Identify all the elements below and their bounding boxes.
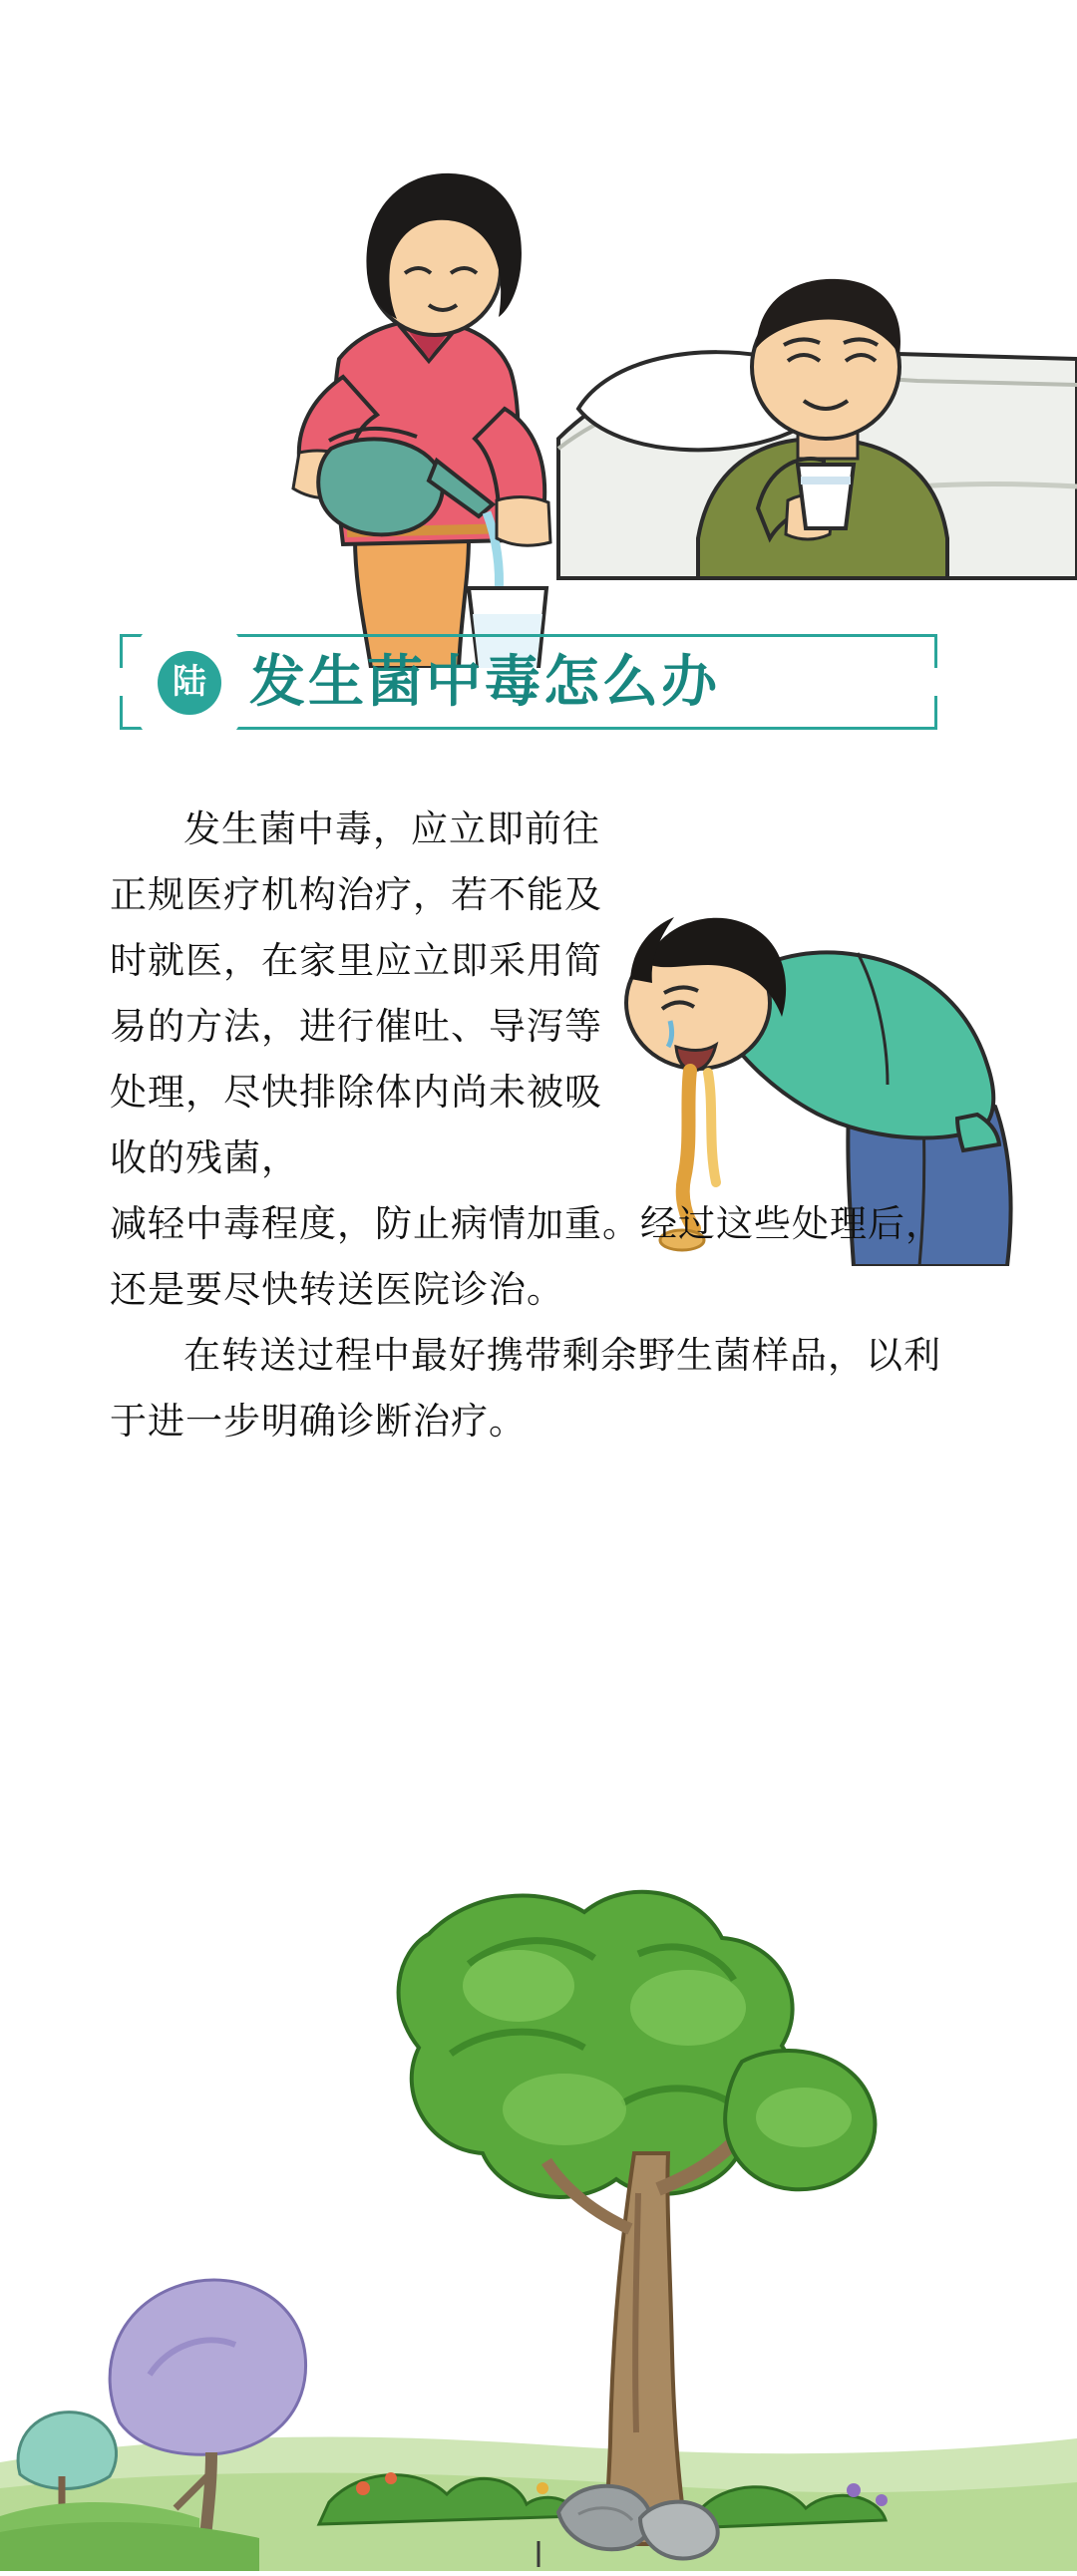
article-body: [110, 798, 977, 1455]
page-bottom-marker: [538, 2541, 540, 2567]
paragraph-3: 在转送过程中最好携带剩余野生菌样品，以利于进一步明确诊断治疗。: [110, 1336, 941, 1443]
paragraph-1: 发生菌中毒，应立即前往正规医疗机构治疗，若不能及时就医，在家里应立即采用简易的方法，进行催吐、导泻等处理，尽快排除体内尚未被吸收的残菌，: [110, 809, 602, 1179]
illustration-forest: [0, 1635, 1077, 2571]
illustration-caregiving: [0, 110, 1077, 668]
paragraph-2: 减轻中毒程度，防止病情加重。经过这些处理后，还是要尽快转送医院诊治。: [110, 1204, 943, 1311]
woman-pouring: [293, 173, 550, 668]
page-title: 发生菌中毒怎么办: [249, 652, 720, 714]
section-number-badge: 陆: [158, 651, 221, 715]
section-heading: [120, 618, 957, 748]
